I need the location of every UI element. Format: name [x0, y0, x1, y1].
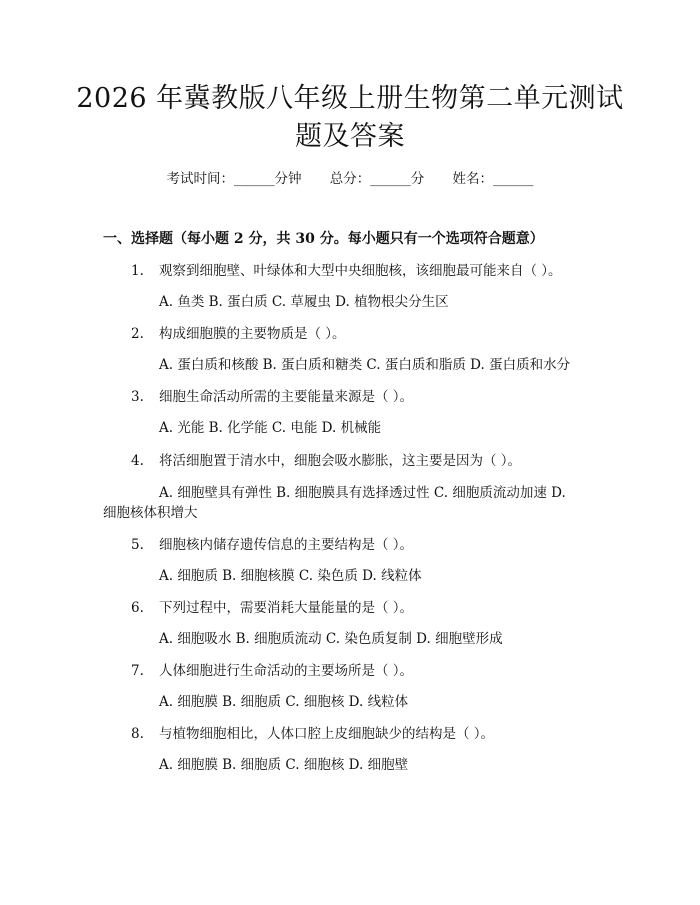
question-stem: 细胞生命活动所需的主要能量来源是（ ）。	[159, 389, 414, 405]
question-number: 4.	[131, 453, 144, 469]
options-line-1: A. 细胞壁具有弹性 B. 细胞膜具有选择透过性 C. 细胞质流动加速 D.	[159, 485, 566, 501]
total-score: 总分：______分	[329, 171, 425, 187]
question-number: 5.	[131, 537, 144, 553]
question-stem: 细胞核内储存遗传信息的主要结构是（ ）。	[159, 537, 414, 553]
question-number: 7.	[131, 663, 144, 679]
section-title-multiple-choice: 一、选择题（每小题 2 分，共 30 分。每小题只有一个选项符合题意）	[103, 231, 544, 247]
question-stem: 与植物细胞相比，人体口腔上皮细胞缺少的结构是（ ）。	[159, 726, 495, 742]
question-number: 1.	[131, 263, 144, 279]
options-line-2: 细胞核体积增大	[103, 505, 198, 521]
question-stem: 观察到细胞壁、叶绿体和大型中央细胞核，该细胞最可能来自（ ）。	[159, 263, 562, 279]
question-stem: 构成细胞膜的主要物质是（ ）。	[159, 326, 346, 342]
question-7-options: A. 细胞膜 B. 细胞质 C. 细胞核 D. 线粒体	[159, 694, 409, 710]
title-line-2: 题及答案	[295, 121, 405, 152]
question-stem: 将活细胞置于清水中，细胞会吸水膨胀，这主要是因为（ ）。	[159, 453, 522, 469]
question-3-options: A. 光能 B. 化学能 C. 电能 D. 机械能	[159, 420, 382, 436]
question-stem: 人体细胞进行生命活动的主要场所是（ ）。	[159, 663, 414, 679]
exam-time: 考试时间：______分钟	[166, 171, 302, 187]
student-name: 姓名：______	[452, 171, 534, 187]
question-number: 3.	[131, 389, 144, 405]
question-number: 8.	[131, 726, 144, 742]
question-number: 2.	[131, 326, 144, 342]
question-2-options: A. 蛋白质和核酸 B. 蛋白质和糖类 C. 蛋白质和脂质 D. 蛋白质和水分	[159, 357, 571, 373]
question-6-options: A. 细胞吸水 B. 细胞质流动 C. 染色质复制 D. 细胞壁形成	[159, 631, 503, 647]
title-line-1: 2026 年冀教版八年级上册生物第二单元测试	[76, 83, 624, 114]
question-stem: 下列过程中，需要消耗大量能量的是（ ）。	[159, 600, 414, 616]
document-title	[60, 80, 640, 156]
question-number: 6.	[131, 600, 144, 616]
exam-meta-line	[0, 169, 700, 189]
question-8-options: A. 细胞膜 B. 细胞质 C. 细胞核 D. 细胞壁	[159, 757, 409, 773]
question-5-options: A. 细胞质 B. 细胞核膜 C. 染色质 D. 线粒体	[159, 568, 422, 584]
question-1-options: A. 鱼类 B. 蛋白质 C. 草履虫 D. 植物根尖分生区	[159, 294, 449, 310]
